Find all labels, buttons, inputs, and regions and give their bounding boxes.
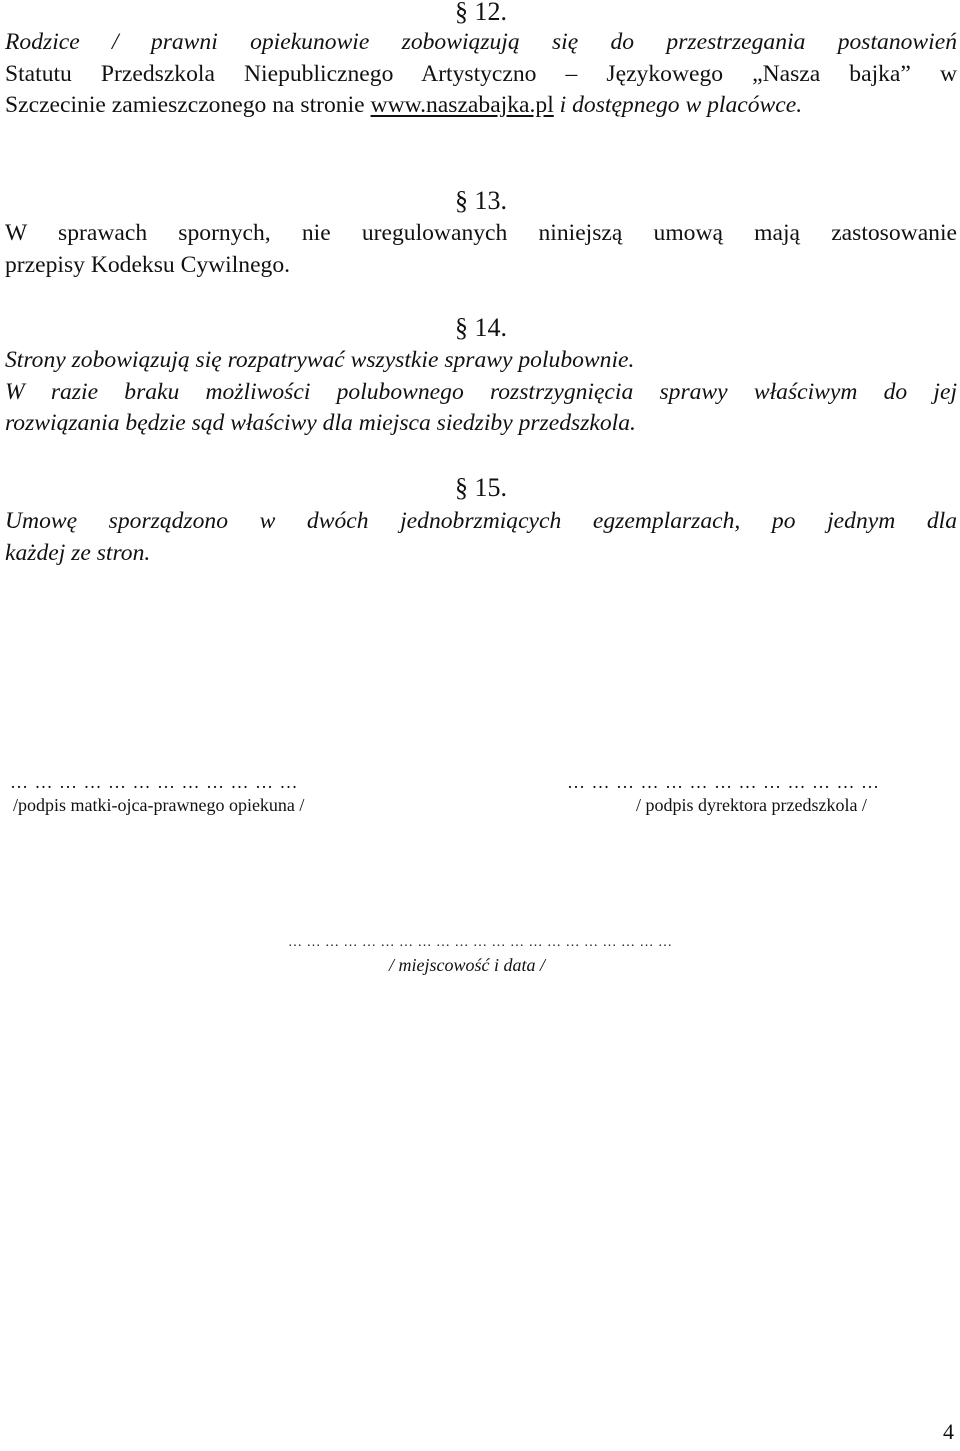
director-signature-line: … … … … … … … … … … … … …	[567, 772, 880, 792]
section-14-line-3: rozwiązania będzie sąd właściwy dla miejsca siedziby przedszkola.	[5, 410, 636, 437]
section-12-line-3-tail: i dostępnego w placówce.	[553, 92, 803, 119]
place-date-label: / miejscowość i data /	[389, 955, 545, 975]
parent-signature-label: /podpis matki-ojca-prawnego opiekuna /	[13, 795, 305, 815]
section-12-heading: § 12.	[455, 0, 507, 26]
director-signature-label: / podpis dyrektora przedszkola /	[636, 795, 867, 815]
section-14-line-1: Strony zobowiązują się rozpatrywać wszystkie sprawy polubownie.	[5, 347, 635, 373]
section-15-line-1: Umowę sporządzono w dwóch jednobrzmiących egzemplarzach, po jednym dla	[5, 508, 957, 534]
section-12-line-3	[5, 90, 957, 122]
section-12-line-2	[5, 59, 957, 91]
section-12-line-2-text: Statutu Przedszkola Niepublicznego Artystyczno – Językowego „Nasza bajka” w	[5, 60, 957, 87]
section-14-line-2: W razie braku możliwości polubownego rozstrzygnięcia sprawy właściwym do jej	[5, 378, 957, 405]
section-15-heading: § 15.	[455, 473, 507, 502]
section-13-line-2: przepisy Kodeksu Cywilnego.	[5, 251, 291, 278]
section-14-text	[5, 345, 957, 440]
section-12-text	[5, 27, 957, 122]
section-12-line-3-text: Szczecinie zamieszczonego na stronie	[5, 92, 365, 119]
section-14-heading: § 14.	[455, 313, 507, 342]
parent-signature-line: … … … … … … … … … … … …	[10, 772, 299, 792]
section-15-text	[5, 506, 957, 569]
place-date-line: … … … … … … … … … … … … … … … … … … … … …	[288, 935, 673, 950]
page-number: 4	[943, 1419, 954, 1444]
section-13-line-1: W sprawach spornych, nie uregulowanych niniejszą umową mają zastosowanie	[5, 220, 957, 246]
section-13-heading: § 13.	[455, 186, 507, 215]
section-15-line-2: każdej ze stron.	[5, 539, 151, 566]
section-12-line-1: Rodzice / prawni opiekunowie zobowiązują się do przestrzegania postanowień	[5, 29, 957, 55]
section-13-text	[5, 218, 957, 281]
website-link[interactable]: www.naszabajka.pl	[370, 92, 554, 119]
